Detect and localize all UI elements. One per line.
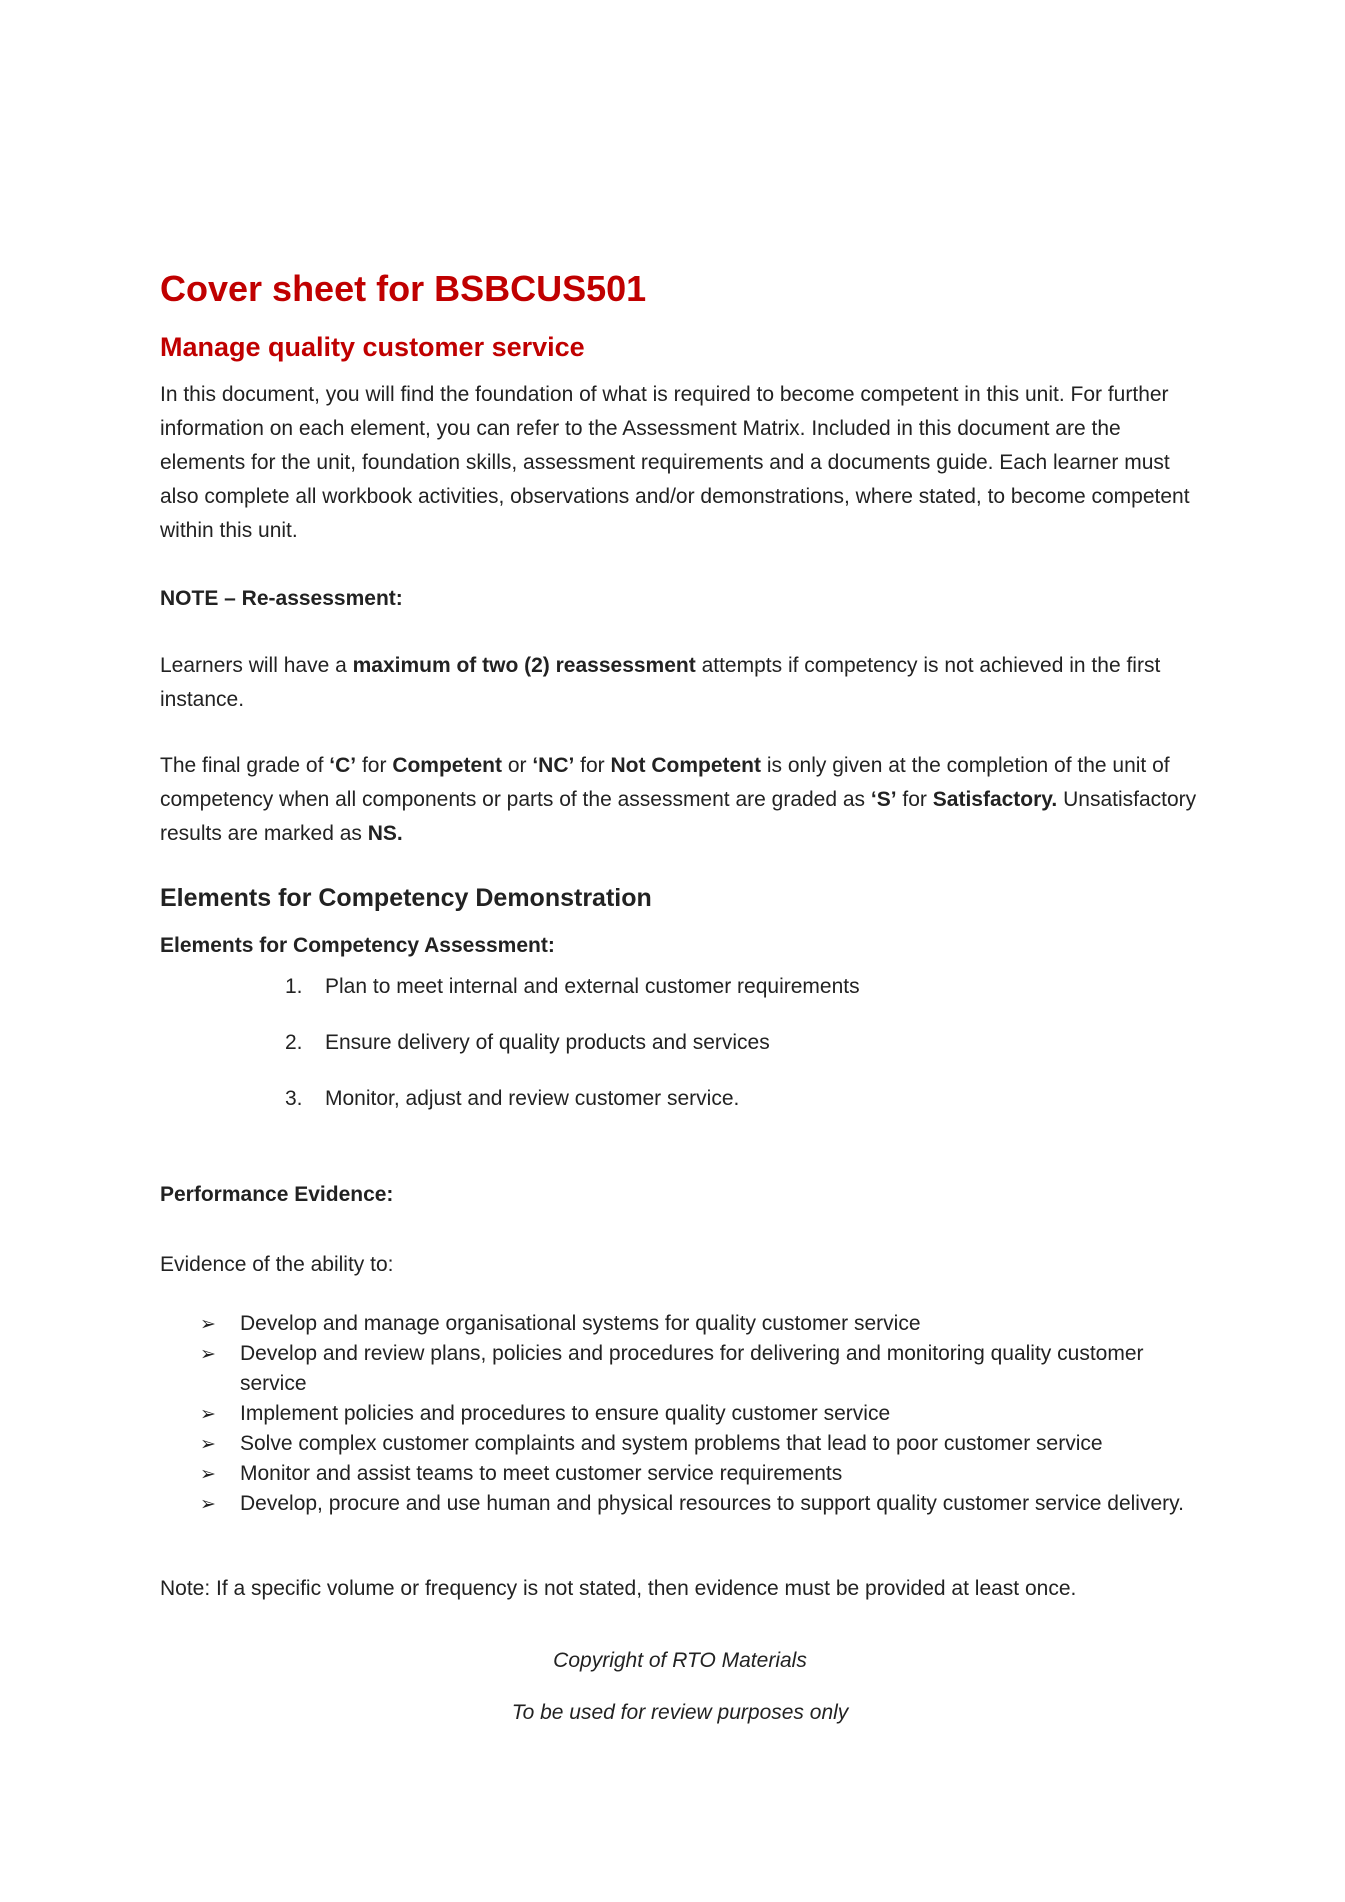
reassessment-paragraph: Learners will have a maximum of two (2) reassessment attempts if competency is not achieved in the first instance. xyxy=(160,654,1161,711)
elements-list xyxy=(285,970,860,1138)
list-item: 3. Monitor, adjust and review customer service. xyxy=(285,1087,740,1110)
arrow-bullet-icon: ➢ xyxy=(200,1463,216,1485)
list-item: 2. Ensure delivery of quality products and services xyxy=(285,1031,770,1054)
frequency-note: Note: If a specific volume or frequency is not stated, then evidence must be provided at least once. xyxy=(160,1577,1077,1600)
list-item: ➢ Implement policies and procedures to ensure quality customer service xyxy=(200,1399,1200,1429)
elements-subheading: Elements for Competency Assessment: xyxy=(160,934,555,957)
note-heading: NOTE – Re-assessment: xyxy=(160,587,403,610)
list-item: ➢ Solve complex customer complaints and system problems that lead to poor customer service xyxy=(200,1429,1200,1459)
arrow-bullet-icon: ➢ xyxy=(200,1493,216,1515)
list-item: ➢ Develop and manage organisational systems for quality customer service xyxy=(200,1309,1200,1339)
page-title: Cover sheet for BSBCUS501 xyxy=(160,268,647,309)
evidence-intro: Evidence of the ability to: xyxy=(160,1253,394,1276)
list-item: 1. Plan to meet internal and external customer requirements xyxy=(285,975,860,998)
arrow-bullet-icon: ➢ xyxy=(200,1313,216,1335)
list-item: ➢ Monitor and assist teams to meet customer service requirements xyxy=(200,1459,1200,1489)
elements-heading: Elements for Competency Demonstration xyxy=(160,884,652,912)
arrow-bullet-icon: ➢ xyxy=(200,1433,216,1455)
review-purposes-footer: To be used for review purposes only xyxy=(511,1701,849,1724)
intro-paragraph: In this document, you will find the foundation of what is required to become competent in this unit. For further information on each element, you can refer to the Assessment Matrix. Included in this document are the elements for the unit, foundation skills, assessment requirements and a documents guide. Each learner must also complete all workbook activities, observations and/or demonstrations, where stated, to become competent within this unit. xyxy=(160,383,1190,542)
performance-heading: Performance Evidence: xyxy=(160,1183,394,1206)
evidence-list xyxy=(200,1309,1200,1519)
arrow-bullet-icon: ➢ xyxy=(200,1343,216,1365)
list-item: ➢ Develop, procure and use human and physical resources to support quality customer service delivery. xyxy=(200,1489,1200,1519)
page-subtitle: Manage quality customer service xyxy=(160,332,585,362)
copyright-footer: Copyright of RTO Materials xyxy=(553,1649,807,1672)
list-item: ➢ Develop and review plans, policies and procedures for delivering and monitoring quality customer service xyxy=(200,1339,1200,1399)
arrow-bullet-icon: ➢ xyxy=(200,1403,216,1425)
grade-paragraph: The final grade of ‘C’ for Competent or ‘NC’ for Not Competent is only given at the completion of the unit of competency when all components or parts of the assessment are graded as ‘S’ for Satisfactory. Unsatisfactory results are marked as NS. xyxy=(160,754,1197,845)
